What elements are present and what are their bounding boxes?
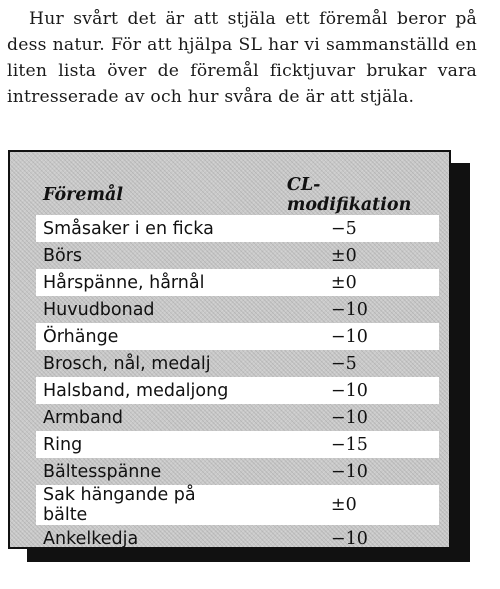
table-row (36, 350, 439, 377)
table-row (36, 296, 439, 323)
item-name: Ring (36, 431, 231, 458)
item-modifier: −10 (231, 323, 439, 350)
item-modifier: −5 (330, 353, 357, 374)
column-header-modifier: CL-modifikation (286, 175, 412, 215)
item-name: Småsaker i en ficka (36, 215, 231, 242)
item-name: Börs (43, 245, 83, 266)
item-name: Huvudbonad (43, 299, 155, 320)
table-row (36, 485, 439, 525)
item-modifier: −10 (231, 377, 439, 404)
item-name: Brosch, nål, medalj (43, 353, 211, 374)
column-header-item: Föremål (43, 185, 123, 205)
item-modifier: −10 (330, 299, 368, 320)
table-row (36, 323, 439, 350)
modifier-table (36, 175, 439, 552)
table-row (36, 215, 439, 242)
item-modifier: ±0 (330, 245, 357, 266)
table-row (36, 404, 439, 431)
table-row (36, 377, 439, 404)
item-modifier: −10 (330, 461, 368, 482)
item-modifier: −15 (231, 431, 439, 458)
table-row (36, 525, 439, 552)
item-modifier: −10 (330, 407, 368, 428)
table-row (36, 458, 439, 485)
item-name: Ankelkedja (43, 528, 139, 549)
item-name: Armband (43, 407, 123, 428)
item-name: Halsband, medaljong (36, 377, 231, 404)
table-header-row (36, 175, 439, 215)
item-modifier: ±0 (231, 485, 439, 525)
item-name: Örhänge (36, 323, 231, 350)
table-row (36, 431, 439, 458)
item-name: Bältesspänne (43, 461, 162, 482)
item-modifier: ±0 (231, 269, 439, 296)
table-row (36, 269, 439, 296)
table-row (36, 242, 439, 269)
modifier-table-box (8, 150, 451, 549)
item-modifier: −5 (231, 215, 439, 242)
item-modifier: −10 (330, 528, 368, 549)
intro-paragraph: Hur svårt det är att stjäla ett föremål beror på dess natur. För att hjälpa SL har vi sammanställd en liten lista över de föremål ficktjuvar brukar vara intresserade av och hur svåra de är att stjäla. (7, 9, 477, 107)
item-name: Hårspänne, hårnål (36, 269, 231, 296)
item-name: Sak hängande på bälte (36, 485, 231, 525)
